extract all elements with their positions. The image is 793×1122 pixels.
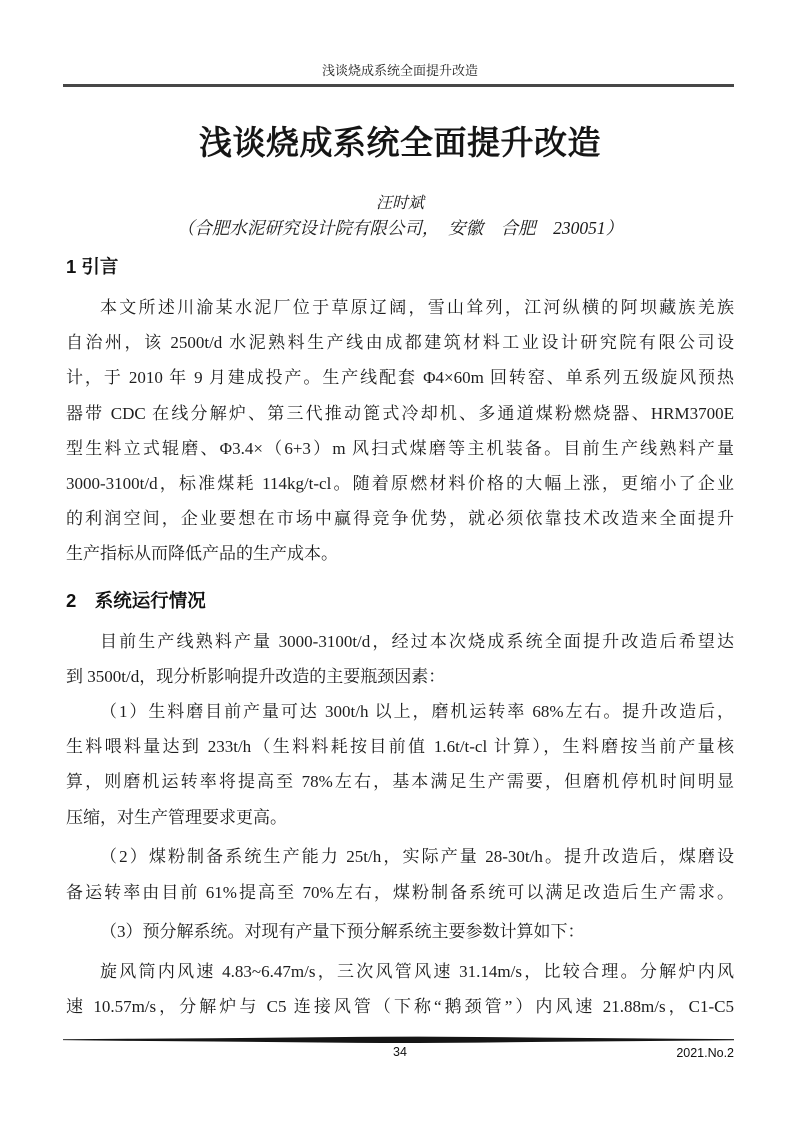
text-line: 到 3500t/d，现分析影响提升改造的主要瓶颈因素：	[66, 666, 446, 686]
issue-number: 2021.No.2	[676, 1046, 734, 1060]
running-head: 浅谈烧成系统全面提升改造	[321, 63, 478, 78]
text-line: （3）预分解系统。对现有产量下预分解系统主要参数计算如下：	[100, 922, 585, 942]
paragraph-item-3	[66, 914, 734, 949]
paragraph-item-2	[66, 839, 734, 909]
text-line: 目前生产线熟料产量 3000-3100t/d，经过本次烧成系统全面提升改造后希望达	[100, 631, 734, 651]
paragraph-parameters	[66, 954, 734, 1024]
text-line: 生料喂料量达到 233t/h（生料料耗按目前值 1.6t/t-cl 计算），生料磨按当前产量核	[66, 737, 734, 757]
text-line: 器带 CDC 在线分解炉、第三代推动篦式冷却机、多通道煤粉燃烧器、HRM3700E	[66, 403, 734, 423]
page-number: 34	[393, 1045, 407, 1059]
header-rule	[63, 84, 734, 87]
text-line: 旋风筒内风速 4.83~6.47m/s，三次风管风速 31.14m/s，比较合理。分解炉内风	[100, 961, 734, 981]
section-heading-1: 1 引言	[66, 256, 119, 277]
text-line: （1）生料磨目前产量可达 300t/h 以上，磨机运转率 68%左右。提升改造后，	[100, 702, 734, 722]
text-line: 型生料立式辊磨、Φ3.4×（6+3）m 风扫式煤磨等主机装备。目前生产线熟料产量	[66, 438, 734, 458]
section-heading-2: 2 系统运行情况	[66, 589, 206, 611]
text-line: 压缩，对生产管理要求更高。	[66, 807, 287, 827]
text-line: 本文所述川渝某水泥厂位于草原辽阔，雪山耸列，江河纵横的阿坝藏族羌族	[100, 298, 734, 317]
text-line: 速 10.57m/s，分解炉与 C5 连接风管（下称“鹅颈管”）内风速 21.88m/s，C1-C5	[66, 997, 734, 1017]
author-name: 汪时斌	[375, 195, 424, 212]
text-line: （2）煤粉制备系统生产能力 25t/h，实际产量 28-30t/h。提升改造后，煤磨设	[100, 847, 734, 867]
affiliation: （合肥水泥研究设计院有限公司， 安徽 合肥 230051）	[176, 218, 624, 238]
text-line: 生产指标从而降低产品的生产成本。	[66, 544, 338, 564]
footer-rule	[63, 1036, 734, 1044]
footer	[66, 1044, 734, 1062]
article-title: 浅谈烧成系统全面提升改造	[199, 124, 601, 161]
text-line: 的利润空间，企业要想在市场中赢得竞争优势，就必须依靠技术改造来全面提升	[66, 509, 734, 529]
article-body	[66, 252, 734, 1024]
text-line: 3000-3100t/d，标准煤耗 114kg/t-cl。随着原燃材料价格的大幅上涨，更缩小了企业	[66, 474, 734, 494]
paragraph-item-1	[66, 694, 734, 835]
text-line: 计，于 2010 年 9 月建成投产。生产线配套 Φ4×60m 回转窑、单系列五级旋风预热	[66, 368, 734, 388]
text-line: 自治州，该 2500t/d 水泥熟料生产线由成都建筑材料工业设计研究院有限公司设	[66, 333, 734, 353]
text-line: 算，则磨机运转率将提高至 78%左右，基本满足生产需要，但磨机停机时间明显	[66, 772, 734, 792]
paragraph-overview	[66, 624, 734, 694]
text-line: 备运转率由目前 61%提高至 70%左右，煤粉制备系统可以满足改造后生产需求。	[66, 882, 734, 902]
paragraph-intro	[66, 290, 734, 572]
